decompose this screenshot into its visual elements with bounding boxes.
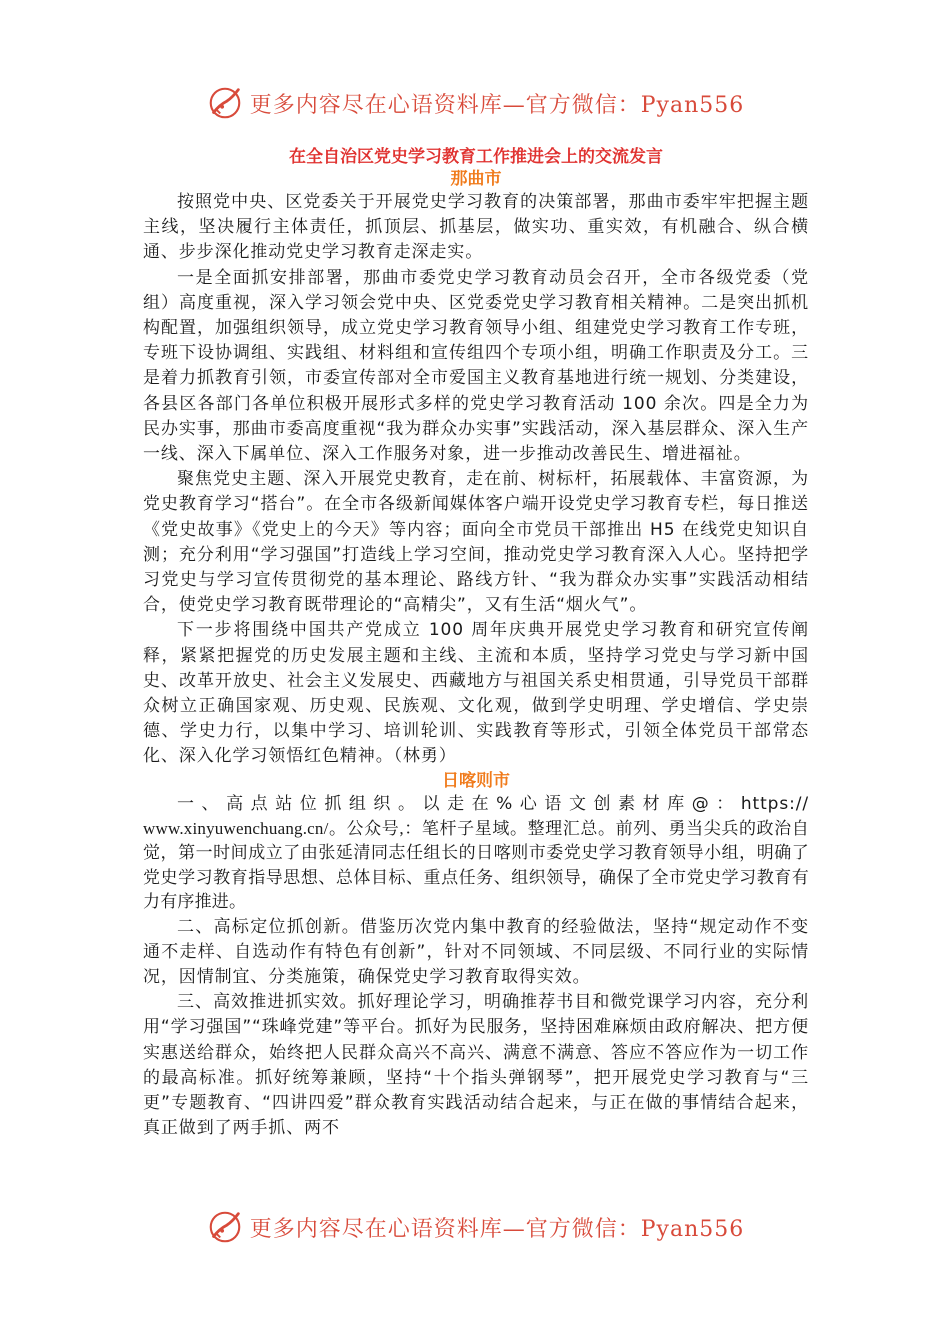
paragraph: www.xinyuwenchuang.cn/。公众号,：笔杆子星域。整理汇总。前列、勇当尖兵的政治自觉，第一时间成立了由张延清同志任组长的日喀则市委党史学习教育领导小组，明确了党史学习教育指导思想、总体目标、重点任务、组织领导，确保了全市党史学习教育有力有序推进。 bbox=[143, 818, 809, 912]
pen-logo-icon bbox=[206, 84, 244, 122]
paragraph: 二、高标定位抓创新。借鉴历次党内集中教育的经验做法，坚持“规定动作不变通不走样、自选动作有特色有创新”，针对不同领域、不同层级、不同行业的实际情况，因情制宜、分类施策，确保党史学习教育取得实效。 bbox=[143, 916, 809, 987]
paragraph: 一是全面抓安排部署，那曲市委党史学习教育动员会召开，全市各级党委（党组）高度重视，深入学习领会党中央、区党委党史学习教育相关精神。二是突出抓机构配置，加强组织领导，成立党史学习教育领导小组、组建党史学习教育工作专班，专班下设协调组、实践组、材料组和宣传组四个专项小组，明确工作职责及分工。三是着力抓教育引领，市委宣传部对全市爱国主义教育基地进行统一规划、分类建设，各县区各部门各单位积极开展形式多样的党史学习教育活动 100 余次。四是全力为民办实事，那曲市委高度重视“我为群众办实事”实践活动，深入基层群众、深入生产一线、深入下属单位、深入工作服务对象，进一步推动改善民生、增进福祉。 bbox=[143, 267, 809, 465]
paragraph: 下一步将围绕中国共产党成立 100 周年庆典开展党史学习教育和研究宣传阐释，紧紧把握党的历史发展主题和主线、主流和本质，坚持学习党史与学习新中国史、改革开放史、社会主义发展史、西藏地方与祖国关系史相贯通，引导党员干部群众树立正确国家观、历史观、民族观、文化观，做到学史明理、学史增信、学史崇德、学史力行，以集中学习、培训轮训、实践教育等形式，引领全体党员干部常态化、深入化学习领悟红色精神。（林勇） bbox=[143, 620, 809, 767]
watermark-text: 更多内容尽在心语资料库—官方微信：Pyan556 bbox=[249, 92, 745, 118]
paragraph-intro-line: 一、高点站位抓组织。以走在%心语文创素材库@：https:// bbox=[177, 793, 809, 814]
document-title: 在全自治区党史学习教育工作推进会上的交流发言 bbox=[289, 147, 663, 167]
footer-watermark-banner bbox=[0, 1202, 950, 1252]
paragraph: 聚焦党史主题、深入开展党史教育，走在前、树标杆，拓展载体、丰富资源，为党史教育学习“搭台”。在全市各级新闻媒体客户端开设党史学习教育专栏，每日推送《党史故事》《党史上的今天》等内容；面向全市党员干部推出 H5 在线党史知识自测；充分利用“学习强国”打造线上学习空间，推动党史学习教育深入人心。坚持把学习党史与学习宣传贯彻党的基本理论、路线方针、“我为群众办实事”实践活动相结合，使党史学习教育既带理论的“高精尖”，又有生活“烟火气”。 bbox=[143, 469, 809, 616]
document-body bbox=[143, 146, 809, 1141]
paragraph: 按照党中央、区党委关于开展党史学习教育的决策部署，那曲市委牢牢把握主题主线，坚决履行主体责任，抓顶层、抓基层，做实功、重实效，有机融合、纵合横通、步步深化推动党史学习教育走深走实。 bbox=[143, 192, 809, 263]
header-watermark-banner bbox=[0, 78, 950, 128]
section-heading-naqu: 那曲市 bbox=[450, 169, 502, 189]
watermark-text: 更多内容尽在心语资料库—官方微信：Pyan556 bbox=[249, 1216, 745, 1242]
paragraph: 三、高效推进抓实效。抓好理论学习，明确推荐书目和微党课学习内容，充分利用“学习强国”“珠峰党建”等平台。抓好为民服务，坚持困难麻烦由政府解决、把方便实惠送给群众，始终把人民群众高兴不高兴、满意不满意、答应不答应作为一切工作的最高标准。抓好统筹兼顾，坚持“十个指头弹钢琴”，把开展党史学习教育与“三更”专题教育、“四讲四爱”群众教育实践活动结合起来，与正在做的事情结合起来，真正做到了两手抓、两不 bbox=[143, 992, 809, 1139]
pen-logo-icon bbox=[206, 1208, 244, 1246]
section-heading-shigatse: 日喀则市 bbox=[442, 770, 510, 791]
